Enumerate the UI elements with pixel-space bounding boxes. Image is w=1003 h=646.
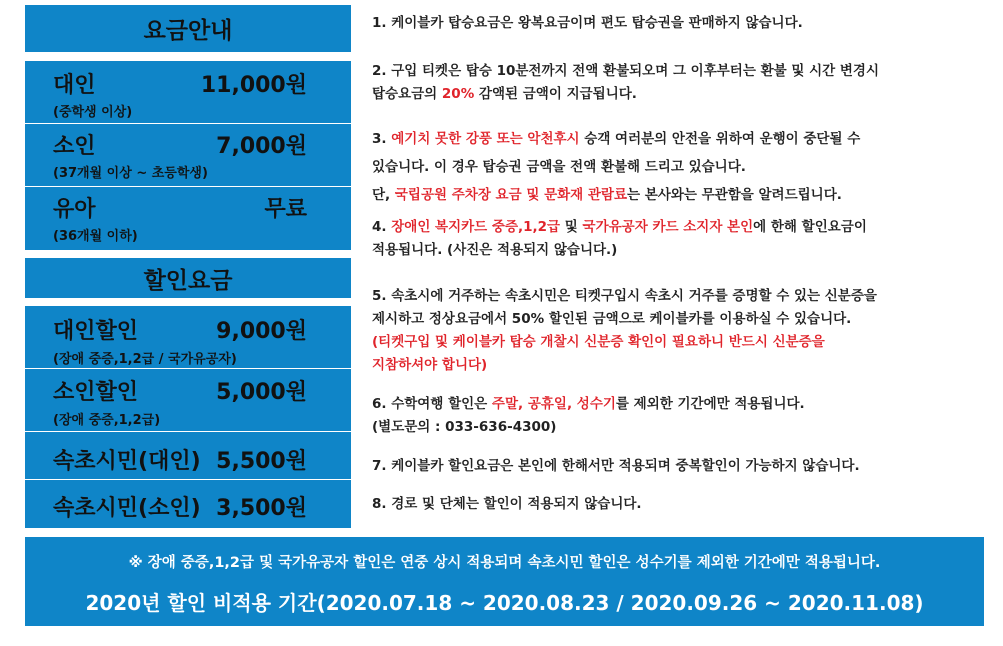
- discount-name: 속초시민(소인): [53, 496, 201, 521]
- note-6: [372, 393, 992, 439]
- note-highlight: (티켓구입 및 케이블카 탑승 개찰시 신분증 확인이 필요하니 반드시 신분증을: [372, 334, 825, 350]
- discount-name: 속초시민(대인): [53, 449, 201, 474]
- note-text: 감액된 금액이 지급됩니다.: [474, 86, 637, 102]
- note-8: [372, 493, 992, 516]
- fare-row-infant: [25, 187, 351, 250]
- fare-price: 11,000원: [200, 73, 307, 98]
- fare-title: 요금안내: [25, 5, 351, 52]
- note-4: [372, 216, 992, 262]
- discount-price: 5,000원: [216, 380, 307, 405]
- note-text: 에 한해 할인요금이: [753, 219, 867, 235]
- note-text: 는 본사와는 무관함을 알려드립니다.: [627, 187, 842, 203]
- note-text: 5. 속초시에 거주하는 속초시민은 티켓구입시 속초시 거주를 증명할 수 있는 신분증을: [372, 288, 877, 304]
- note-3: [372, 125, 992, 209]
- discount-price: 5,500원: [216, 449, 307, 474]
- discount-panel: [25, 306, 351, 528]
- note-line: [372, 83, 992, 106]
- note-highlight: 주말, 공휴일, 성수기: [491, 396, 616, 412]
- note-text: 있습니다. 이 경우 탑승권 금액을 전액 환불해 드리고 있습니다.: [372, 159, 746, 175]
- fare-name: 대인: [53, 73, 96, 98]
- discount-name: 소인할인: [53, 380, 139, 405]
- fare-sub: (중학생 이상): [53, 105, 133, 120]
- discount-price: 3,500원: [216, 496, 307, 521]
- note-text: 3.: [372, 131, 392, 147]
- note-text: 를 제외한 기간에만 적용됩니다.: [615, 396, 805, 412]
- note-1: [372, 12, 992, 35]
- footer-note: ※ 장애 중증,1,2급 및 국가유공자 할인은 연중 상시 적용되며 속초시민 할인은 성수기를 제외한 기간에만 적용됩니다.: [128, 555, 881, 571]
- fare-name: 소인: [53, 134, 96, 159]
- discount-row-citizen-child: [25, 480, 351, 528]
- note-2: [372, 60, 992, 106]
- note-highlight: 지참하셔야 합니다): [372, 357, 488, 373]
- discount-price: 9,000원: [216, 319, 307, 344]
- discount-name: 대인할인: [53, 319, 139, 344]
- note-line: [372, 125, 992, 153]
- note-highlight: 예기치 못한 강풍 또는 악천후시: [391, 131, 580, 147]
- discount-sub: (장애 중증,1,2급): [53, 413, 161, 428]
- discount-row-child: [25, 369, 351, 432]
- note-highlight: 20%: [441, 86, 475, 102]
- note-text: 승객 여러분의 안전을 위하여 운행이 중단될 수: [579, 131, 861, 147]
- note-highlight: 장애인 복지카드 중증,1,2급: [391, 219, 561, 235]
- note-text: (별도문의 : 033-636-4300): [372, 419, 557, 435]
- footer-period: 2020년 할인 비적용 기간(2020.07.18 ~ 2020.08.23 / 2020.09.26 ~ 2020.11.08): [85, 591, 924, 615]
- note-line: [372, 393, 992, 416]
- footer-banner: [25, 537, 984, 626]
- note-text: 8. 경로 및 단체는 할인이 적용되지 않습니다.: [372, 496, 642, 512]
- note-text: 제시하고 정상요금에서 50% 할인된 금액으로 케이블카를 이용하실 수 있습니다.: [372, 311, 852, 327]
- note-text: 단,: [372, 187, 395, 203]
- note-text: 1. 케이블카 탑승요금은 왕복요금이며 편도 탑승권을 판매하지 않습니다.: [372, 15, 803, 31]
- note-text: 7. 케이블카 할인요금은 본인에 한해서만 적용되며 중복할인이 가능하지 않습니다.: [372, 458, 860, 474]
- fare-row-adult: [25, 61, 351, 124]
- note-text: 적용됩니다. (사진은 적용되지 않습니다.): [372, 242, 618, 258]
- discount-row-adult: [25, 306, 351, 369]
- note-text: 4.: [372, 219, 392, 235]
- note-text: 2. 구입 티켓은 탑승 10분전까지 전액 환불되오며 그 이후부터는 환불 및 시간 변경시: [372, 63, 880, 79]
- fare-panel: [25, 61, 351, 250]
- fare-price: 7,000원: [216, 134, 307, 159]
- fare-sub: (36개월 이하): [53, 229, 138, 244]
- discount-row-citizen-adult: [25, 432, 351, 480]
- note-5: [372, 285, 992, 377]
- fare-sub: (37개월 이상 ~ 초등학생): [53, 166, 208, 181]
- discount-sub: (장애 중증,1,2급 / 국가유공자): [53, 352, 237, 367]
- fare-price: 무료: [264, 197, 307, 222]
- note-text: 및: [560, 219, 583, 235]
- discount-title: 할인요금: [25, 258, 351, 298]
- note-highlight: 국가유공자 카드 소지자 본인: [582, 219, 754, 235]
- note-7: [372, 455, 992, 478]
- fare-name: 유아: [53, 197, 96, 222]
- note-text: 탑승요금의: [372, 86, 442, 102]
- fare-row-child: [25, 124, 351, 187]
- note-line: [372, 216, 992, 239]
- note-text: 6. 수학여행 할인은: [372, 396, 492, 412]
- note-highlight: 국립공원 주차장 요금 및 문화재 관람료: [394, 187, 628, 203]
- note-line: [372, 181, 992, 209]
